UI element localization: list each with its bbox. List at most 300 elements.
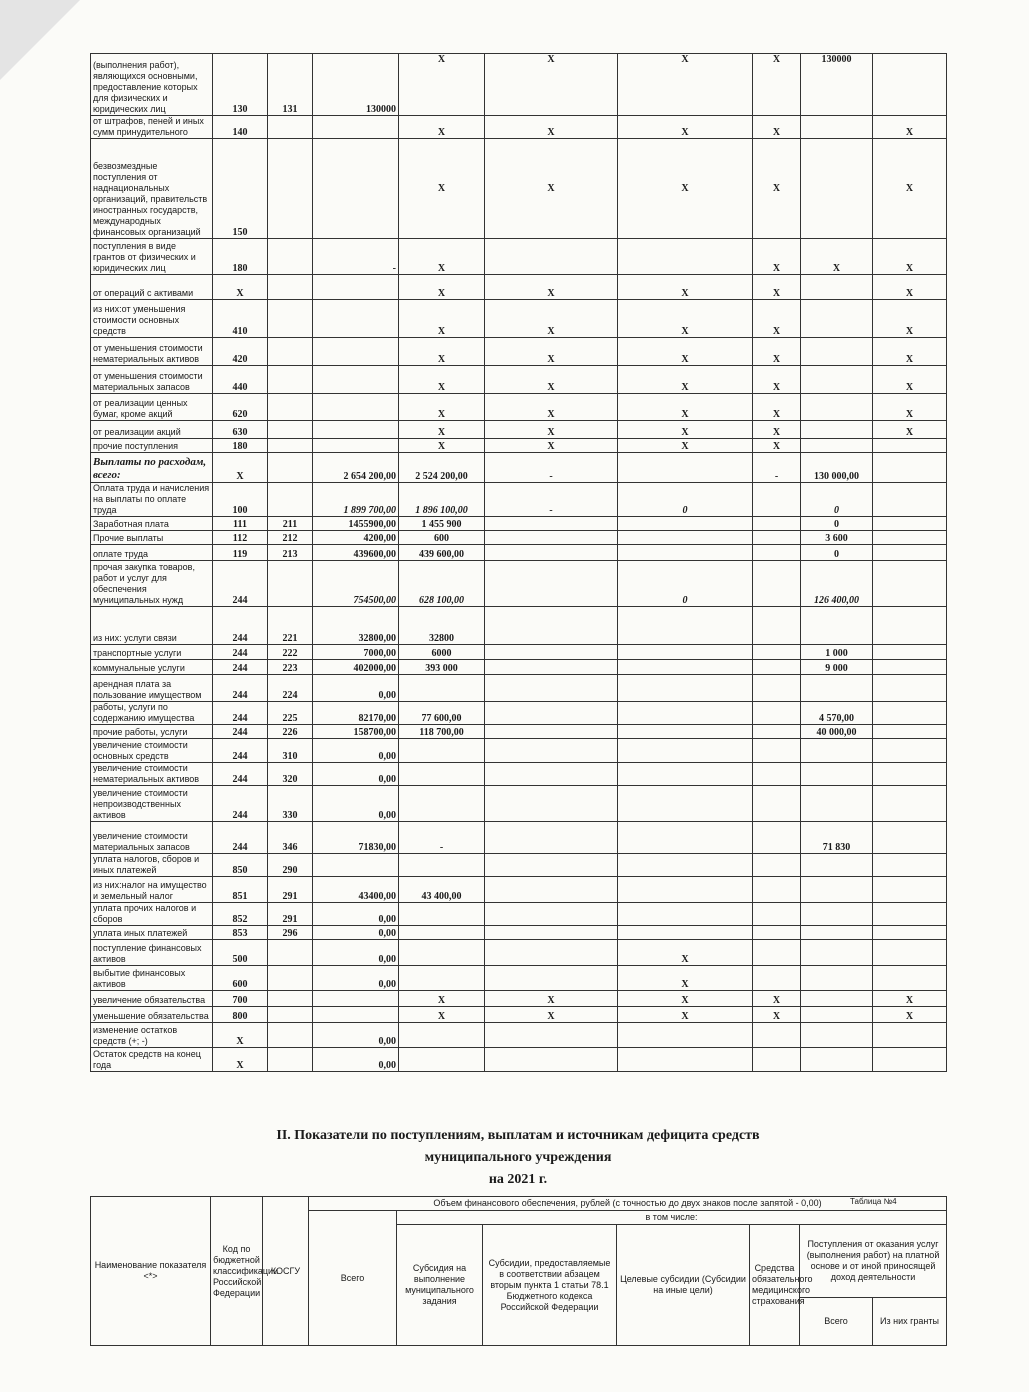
cell-c7: X [753, 239, 801, 275]
cell-c8: 40 000,00 [801, 725, 873, 739]
cell-name: поступления в виде грантов от физических и юридических лиц [91, 239, 213, 275]
cell-c6 [618, 926, 753, 940]
cell-c7: X [753, 366, 801, 394]
cell-c6: X [618, 300, 753, 338]
cell-total: 0,00 [313, 786, 399, 822]
cell-c8: 0 [801, 483, 873, 517]
cell-c6 [618, 1048, 753, 1072]
cell-c7 [753, 822, 801, 854]
cell-code: 850 [213, 854, 268, 877]
cell-kosgu: 225 [268, 702, 313, 725]
cell-c8 [801, 1007, 873, 1023]
cell-c9 [873, 966, 947, 991]
cell-c9 [873, 854, 947, 877]
cell-kosgu: 226 [268, 725, 313, 739]
cell-total: 754500,00 [313, 561, 399, 607]
cell-code: X [213, 1048, 268, 1072]
cell-code: 244 [213, 822, 268, 854]
cell-c6 [618, 702, 753, 725]
cell-c7: - [753, 453, 801, 483]
cell-c8: 130 000,00 [801, 453, 873, 483]
cell-kosgu [268, 421, 313, 439]
cell-total: 0,00 [313, 940, 399, 966]
cell-c5 [485, 645, 618, 660]
cell-c7 [753, 675, 801, 702]
cell-c9 [873, 725, 947, 739]
cell-code: 244 [213, 675, 268, 702]
cell-c4 [399, 903, 485, 926]
cell-code: 180 [213, 439, 268, 453]
cell-c5: - [485, 483, 618, 517]
cell-c4: X [399, 275, 485, 300]
cell-code: X [213, 1023, 268, 1048]
cell-c8: 126 400,00 [801, 561, 873, 607]
cell-total: 1455900,00 [313, 517, 399, 531]
cell-c8 [801, 926, 873, 940]
cell-c5 [485, 926, 618, 940]
cell-c5 [485, 966, 618, 991]
cell-c5: X [485, 991, 618, 1007]
cell-c8 [801, 966, 873, 991]
cell-code: 130 [213, 54, 268, 116]
table-row [91, 116, 947, 139]
cell-name: Оплата труда и начисления на выплаты по оплате труда [91, 483, 213, 517]
cell-total: 0,00 [313, 1023, 399, 1048]
cell-total: 0,00 [313, 675, 399, 702]
cell-c5 [485, 877, 618, 903]
cell-c7 [753, 926, 801, 940]
cell-total: 402000,00 [313, 660, 399, 675]
cell-c6: X [618, 139, 753, 239]
cell-c5 [485, 239, 618, 275]
cell-total [313, 338, 399, 366]
cell-c8 [801, 903, 873, 926]
cell-c7 [753, 517, 801, 531]
cell-c5 [485, 763, 618, 786]
hdr-paid-grants: Из них гранты [880, 1316, 939, 1326]
cell-c8 [801, 675, 873, 702]
cell-kosgu [268, 966, 313, 991]
cell-c4: 1 455 900 [399, 517, 485, 531]
cell-c4: X [399, 116, 485, 139]
cell-total [313, 116, 399, 139]
cell-c5: X [485, 275, 618, 300]
cell-code: 244 [213, 660, 268, 675]
cell-code: 180 [213, 239, 268, 275]
cell-c9: X [873, 275, 947, 300]
header-table [90, 1196, 947, 1346]
cell-c8: 3 600 [801, 531, 873, 545]
cell-kosgu [268, 394, 313, 421]
cell-c7 [753, 660, 801, 675]
cell-kosgu: 211 [268, 517, 313, 531]
cell-c8 [801, 300, 873, 338]
cell-c8 [801, 366, 873, 394]
cell-c6 [618, 763, 753, 786]
cell-name: от реализации ценных бумаг, кроме акций [91, 394, 213, 421]
cell-c4: X [399, 439, 485, 453]
cell-kosgu [268, 366, 313, 394]
cell-c6: X [618, 275, 753, 300]
cell-c8: 130000 [801, 54, 873, 116]
cell-c5: X [485, 394, 618, 421]
cell-c8: 9 000 [801, 660, 873, 675]
cell-name: оплате труда [91, 545, 213, 561]
cell-name: транспортные услуги [91, 645, 213, 660]
cell-c8: 4 570,00 [801, 702, 873, 725]
cell-c7: X [753, 338, 801, 366]
cell-kosgu [268, 139, 313, 239]
hdr-code: Код по бюджетной классификации Российской Федерации [211, 1197, 263, 1346]
cell-c9 [873, 545, 947, 561]
cell-name: выбытие финансовых активов [91, 966, 213, 991]
cell-total [313, 1007, 399, 1023]
section-year: на 2021 г. [488, 1172, 548, 1187]
table-row [91, 338, 947, 366]
cell-c6 [618, 660, 753, 675]
cell-c9 [873, 763, 947, 786]
cell-total [313, 439, 399, 453]
cell-name: от реализации акций [91, 421, 213, 439]
table-row [91, 275, 947, 300]
cell-c7: X [753, 439, 801, 453]
cell-kosgu: 291 [268, 877, 313, 903]
cell-c5 [485, 675, 618, 702]
cell-name: прочие поступления [91, 439, 213, 453]
cell-name: (выполнения работ), являющихся основными, предоставление которых для физических и юридических лиц [91, 54, 213, 116]
cell-kosgu [268, 275, 313, 300]
cell-c7: X [753, 116, 801, 139]
cell-total [313, 366, 399, 394]
table-row [91, 366, 947, 394]
cell-c9 [873, 483, 947, 517]
cell-name: из них:налог на имущество и земельный налог [91, 877, 213, 903]
section-title: II. Показатели по поступлениям, выплатам и источникам дефицита средств [276, 1128, 760, 1143]
cell-c6 [618, 517, 753, 531]
cell-code: 851 [213, 877, 268, 903]
cell-c6 [618, 786, 753, 822]
cell-c8 [801, 439, 873, 453]
cell-kosgu: 296 [268, 926, 313, 940]
cell-name: безвозмездные поступления от наднациональных организаций, правительств иностранных государств, международных финансовых организаций [91, 139, 213, 239]
cell-code: 112 [213, 531, 268, 545]
cell-c5: X [485, 116, 618, 139]
cell-name: Прочие выплаты [91, 531, 213, 545]
hdr-oms: Средства обязательного медицинского страхования [750, 1225, 800, 1346]
cell-total: 0,00 [313, 903, 399, 926]
cell-c6: X [618, 439, 753, 453]
cell-kosgu [268, 453, 313, 483]
cell-c5: X [485, 54, 618, 116]
cell-code: X [213, 275, 268, 300]
cell-c5: X [485, 300, 618, 338]
cell-c9 [873, 822, 947, 854]
cell-code: 500 [213, 940, 268, 966]
cell-total: 158700,00 [313, 725, 399, 739]
cell-c5: X [485, 421, 618, 439]
cell-c9: X [873, 239, 947, 275]
cell-c7: X [753, 394, 801, 421]
cell-c7 [753, 607, 801, 645]
cell-c7 [753, 483, 801, 517]
cell-c4 [399, 739, 485, 763]
cell-code: 119 [213, 545, 268, 561]
cell-c6: X [618, 394, 753, 421]
cell-c6: X [618, 421, 753, 439]
table-row [91, 739, 947, 763]
financial-table [90, 53, 947, 1072]
cell-c7: X [753, 1007, 801, 1023]
cell-c5: X [485, 439, 618, 453]
table-row [91, 517, 947, 531]
cell-kosgu: 346 [268, 822, 313, 854]
cell-c9 [873, 531, 947, 545]
cell-name: уменьшение обязательства [91, 1007, 213, 1023]
cell-c9 [873, 439, 947, 453]
cell-c7 [753, 763, 801, 786]
cell-c7 [753, 940, 801, 966]
cell-c4: 628 100,00 [399, 561, 485, 607]
cell-kosgu [268, 940, 313, 966]
cell-c5: X [485, 139, 618, 239]
cell-c9 [873, 1048, 947, 1072]
table-row [91, 531, 947, 545]
cell-total [313, 275, 399, 300]
cell-c4 [399, 786, 485, 822]
cell-code: 620 [213, 394, 268, 421]
table-row [91, 439, 947, 453]
cell-c5 [485, 517, 618, 531]
cell-c6 [618, 739, 753, 763]
cell-c5: X [485, 338, 618, 366]
cell-c8 [801, 275, 873, 300]
cell-kosgu: 131 [268, 54, 313, 116]
cell-kosgu: 330 [268, 786, 313, 822]
cell-c8 [801, 940, 873, 966]
cell-c9 [873, 453, 947, 483]
cell-code: 100 [213, 483, 268, 517]
cell-name: Остаток средств на конец года [91, 1048, 213, 1072]
cell-c4: 32800 [399, 607, 485, 645]
hdr-paid-total: Всего [800, 1298, 873, 1345]
cell-code: 800 [213, 1007, 268, 1023]
cell-total: 43400,00 [313, 877, 399, 903]
cell-c4: X [399, 421, 485, 439]
cell-c9 [873, 877, 947, 903]
cell-c4 [399, 763, 485, 786]
cell-name: уплата прочих налогов и сборов [91, 903, 213, 926]
cell-code: 600 [213, 966, 268, 991]
cell-code: 410 [213, 300, 268, 338]
cell-code: 140 [213, 116, 268, 139]
table-row [91, 786, 947, 822]
table-row [91, 300, 947, 338]
table-row [91, 1007, 947, 1023]
table-row [91, 966, 947, 991]
cell-c5 [485, 739, 618, 763]
cell-c6 [618, 645, 753, 660]
cell-code: 700 [213, 991, 268, 1007]
cell-c6: X [618, 991, 753, 1007]
cell-c8 [801, 877, 873, 903]
cell-total: 439600,00 [313, 545, 399, 561]
cell-c6: X [618, 966, 753, 991]
cell-code: 244 [213, 561, 268, 607]
cell-kosgu [268, 116, 313, 139]
cell-kosgu: 222 [268, 645, 313, 660]
cell-code: 440 [213, 366, 268, 394]
cell-c4 [399, 854, 485, 877]
cell-kosgu: 290 [268, 854, 313, 877]
cell-c9 [873, 561, 947, 607]
cell-code: X [213, 453, 268, 483]
cell-total: - [313, 239, 399, 275]
hdr-incl: в том числе: [397, 1211, 947, 1225]
cell-c6: X [618, 54, 753, 116]
cell-name: поступление финансовых активов [91, 940, 213, 966]
cell-c4 [399, 1048, 485, 1072]
cell-c8 [801, 786, 873, 822]
table-row [91, 675, 947, 702]
cell-kosgu: 221 [268, 607, 313, 645]
cell-c7 [753, 877, 801, 903]
cell-name: из них: услуги связи [91, 607, 213, 645]
cell-c5: X [485, 1007, 618, 1023]
cell-code: 150 [213, 139, 268, 239]
cell-c9: X [873, 116, 947, 139]
cell-kosgu: 224 [268, 675, 313, 702]
cell-c7 [753, 725, 801, 739]
cell-code: 852 [213, 903, 268, 926]
cell-c9: X [873, 366, 947, 394]
table-row [91, 239, 947, 275]
cell-c5 [485, 822, 618, 854]
cell-c4: X [399, 54, 485, 116]
table-row [91, 394, 947, 421]
cell-c5 [485, 725, 618, 739]
cell-c8 [801, 607, 873, 645]
cell-name: работы, услуги по содержанию имущества [91, 702, 213, 725]
cell-c8: 0 [801, 545, 873, 561]
cell-total [313, 139, 399, 239]
cell-kosgu [268, 300, 313, 338]
cell-c8 [801, 739, 873, 763]
cell-name: увеличение стоимости материальных запасов [91, 822, 213, 854]
cell-c8 [801, 421, 873, 439]
cell-c7 [753, 903, 801, 926]
cell-c9: X [873, 338, 947, 366]
cell-code: 244 [213, 645, 268, 660]
cell-name: арендная плата за пользование имуществом [91, 675, 213, 702]
cell-c6 [618, 725, 753, 739]
cell-c6: X [618, 366, 753, 394]
cell-total: 32800,00 [313, 607, 399, 645]
cell-kosgu [268, 338, 313, 366]
cell-c5 [485, 1048, 618, 1072]
cell-name: от уменьшения стоимости нематериальных активов [91, 338, 213, 366]
cell-c5 [485, 854, 618, 877]
cell-c4: 439 600,00 [399, 545, 485, 561]
cell-c9: X [873, 139, 947, 239]
cell-c7: X [753, 300, 801, 338]
cell-c6: X [618, 116, 753, 139]
table-row [91, 607, 947, 645]
cell-c9: X [873, 1007, 947, 1023]
cell-code: 853 [213, 926, 268, 940]
cell-c9: X [873, 394, 947, 421]
cell-c8 [801, 338, 873, 366]
cell-name: Выплаты по расходам, всего: [91, 453, 213, 483]
cell-c5 [485, 940, 618, 966]
cell-total: 4200,00 [313, 531, 399, 545]
cell-c6 [618, 877, 753, 903]
cell-c7: X [753, 54, 801, 116]
cell-total [313, 394, 399, 421]
cell-c7 [753, 1048, 801, 1072]
cell-c7 [753, 1023, 801, 1048]
cell-c4: - [399, 822, 485, 854]
table-row [91, 1048, 947, 1072]
cell-c5 [485, 607, 618, 645]
cell-c9 [873, 54, 947, 116]
cell-code: 244 [213, 739, 268, 763]
table-row [91, 725, 947, 739]
table-row [91, 1023, 947, 1048]
cell-kosgu [268, 1048, 313, 1072]
cell-c7: X [753, 421, 801, 439]
cell-c4 [399, 940, 485, 966]
cell-total [313, 854, 399, 877]
cell-kosgu [268, 991, 313, 1007]
table-row [91, 854, 947, 877]
cell-c9 [873, 517, 947, 531]
cell-total: 2 654 200,00 [313, 453, 399, 483]
table-row [91, 483, 947, 517]
cell-c7: X [753, 991, 801, 1007]
cell-c7 [753, 702, 801, 725]
cell-total [313, 300, 399, 338]
cell-name: прочие работы, услуги [91, 725, 213, 739]
cell-c6 [618, 675, 753, 702]
cell-c6 [618, 1023, 753, 1048]
table-row [91, 421, 947, 439]
cell-c9 [873, 675, 947, 702]
cell-c9 [873, 940, 947, 966]
cell-code: 420 [213, 338, 268, 366]
cell-total [313, 991, 399, 1007]
cell-c9: X [873, 991, 947, 1007]
cell-c4 [399, 966, 485, 991]
cell-code: 630 [213, 421, 268, 439]
cell-c6: X [618, 1007, 753, 1023]
cell-c6 [618, 607, 753, 645]
table-row [91, 903, 947, 926]
cell-c6: X [618, 940, 753, 966]
cell-c8 [801, 854, 873, 877]
cell-c9 [873, 903, 947, 926]
hdr-paid-group [800, 1225, 947, 1346]
cell-c6 [618, 854, 753, 877]
cell-total: 130000 [313, 54, 399, 116]
cell-name: прочая закупка товаров, работ и услуг для обеспечения муниципальных нужд [91, 561, 213, 607]
cell-c9: X [873, 300, 947, 338]
hdr-name: Наименование показателя <*> [91, 1197, 211, 1346]
cell-c4: X [399, 139, 485, 239]
cell-c4: 77 600,00 [399, 702, 485, 725]
cell-name: увеличение обязательства [91, 991, 213, 1007]
cell-c7 [753, 545, 801, 561]
cell-total: 0,00 [313, 763, 399, 786]
